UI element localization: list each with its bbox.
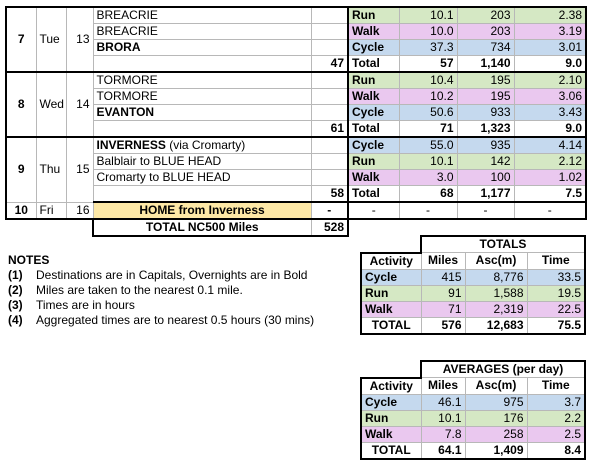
- dash-cell: -: [514, 202, 586, 219]
- miles-value: 71: [421, 301, 465, 317]
- time-value: 3.19: [514, 24, 586, 40]
- nc500-miles: -: [311, 202, 348, 219]
- miles-value: 46.1: [421, 394, 465, 410]
- nc500-miles: [311, 40, 348, 56]
- nc500-miles: [311, 105, 348, 121]
- place-name: Balblair to BLUE HEAD: [96, 154, 222, 168]
- total-label: Total: [348, 56, 399, 73]
- time-value: 3.06: [514, 89, 586, 105]
- note-number: (3): [8, 298, 23, 312]
- spreadsheet: [5, 6, 585, 468]
- total-time: 9.0: [514, 121, 586, 138]
- itinerary-row: [6, 7, 586, 24]
- itinerary-table: [5, 6, 587, 237]
- place-name: BREACRIE: [96, 8, 158, 22]
- ascent-value: 933: [457, 105, 514, 121]
- ascent-value: 142: [457, 154, 514, 170]
- empty-cell: [361, 236, 421, 253]
- column-header: Time: [527, 378, 585, 395]
- nc500-miles: 58: [311, 186, 348, 203]
- miles-value: 10.1: [399, 154, 457, 170]
- ascent-value: 8,776: [465, 269, 527, 285]
- note-row: [5, 313, 360, 328]
- note-number: (2): [8, 283, 23, 297]
- summary-row: [361, 394, 585, 410]
- activity-label: Walk: [361, 301, 421, 317]
- nc500-miles: [311, 137, 348, 154]
- nc500-miles: [311, 154, 348, 170]
- nc500-miles: [311, 24, 348, 40]
- place-name: TORMORE: [96, 73, 158, 87]
- ascent-value: 203: [457, 24, 514, 40]
- summary-row: [361, 301, 585, 317]
- place-cell: [93, 186, 311, 203]
- ascent-value: 195: [457, 72, 514, 89]
- miles-value: 91: [421, 285, 465, 301]
- ascent-value: 100: [457, 170, 514, 186]
- note-number: (1): [8, 268, 23, 282]
- miles-value: 10.2: [399, 89, 457, 105]
- note-text: Aggregated times are to nearest 0.5 hours (30 mins): [36, 313, 315, 327]
- note-row: [5, 268, 360, 283]
- home-row: [6, 202, 586, 219]
- total-ascent: 1,140: [457, 56, 514, 73]
- date: 14: [66, 72, 93, 137]
- activity-label: Walk: [348, 89, 399, 105]
- total-time: 9.0: [514, 56, 586, 73]
- itinerary-row: [6, 170, 586, 186]
- activity-label: Run: [361, 410, 421, 426]
- ascent-value: 1,588: [465, 285, 527, 301]
- averages-title: AVERAGES (per day): [421, 361, 585, 378]
- weekday: Fri: [36, 202, 66, 219]
- weekday: Thu: [36, 137, 66, 202]
- total-nc500-value: 528: [311, 219, 348, 236]
- date: 13: [66, 7, 93, 72]
- place-note: (via Cromarty): [165, 138, 246, 152]
- day-number: 7: [6, 7, 36, 72]
- note-row: [5, 298, 360, 313]
- activity-label: Run: [348, 7, 399, 24]
- miles-value: 7.8: [421, 426, 465, 442]
- miles-value: 10.0: [399, 24, 457, 40]
- place-cell: [93, 121, 311, 138]
- total-miles: 71: [399, 121, 457, 138]
- miles-value: 10.4: [399, 72, 457, 89]
- column-header: Miles: [421, 253, 465, 270]
- nc500-miles: [311, 170, 348, 186]
- averages-table: [360, 360, 586, 460]
- ascent-value: 734: [457, 40, 514, 56]
- day-number: 10: [6, 202, 36, 219]
- miles-value: 50.6: [399, 105, 457, 121]
- total-label: TOTAL: [361, 317, 421, 334]
- time-value: 2.38: [514, 7, 586, 24]
- activity-label: Run: [348, 154, 399, 170]
- ascent-value: 195: [457, 89, 514, 105]
- note-row: [5, 283, 360, 298]
- weekday: Tue: [36, 7, 66, 72]
- time-value: 2.10: [514, 72, 586, 89]
- column-header: Activity: [361, 253, 421, 270]
- place-name: BRORA: [96, 40, 141, 54]
- activity-label: Walk: [348, 170, 399, 186]
- ascent-value: 176: [465, 410, 527, 426]
- miles-value: 3.0: [399, 170, 457, 186]
- place-cell: [93, 105, 311, 121]
- activity-label: Walk: [361, 426, 421, 442]
- summary-total-row: [361, 442, 585, 459]
- place-name: TORMORE: [96, 89, 158, 103]
- activity-label: Cycle: [361, 394, 421, 410]
- activity-label: Run: [348, 72, 399, 89]
- time-value: 22.5: [527, 301, 585, 317]
- place-cell: [93, 137, 311, 154]
- summary-row: [361, 269, 585, 285]
- itinerary-row: [6, 24, 586, 40]
- place-cell: [93, 89, 311, 105]
- place-cell: [93, 56, 311, 73]
- place-cell: [93, 7, 311, 24]
- total-ascent: 1,177: [457, 186, 514, 203]
- note-number: (4): [8, 313, 23, 327]
- note-text: Destinations are in Capitals, Overnights are in Bold: [36, 268, 308, 282]
- total-label: Total: [348, 121, 399, 138]
- itinerary-row: [6, 56, 586, 73]
- column-header: Asc(m): [465, 253, 527, 270]
- total-label: Total: [348, 186, 399, 203]
- time-value: 3.01: [514, 40, 586, 56]
- column-header: Miles: [421, 378, 465, 395]
- total-miles: 576: [421, 317, 465, 334]
- column-header: Activity: [361, 378, 421, 395]
- note-text: Miles are taken to the nearest 0.1 mile.: [36, 283, 243, 297]
- itinerary-row: [6, 186, 586, 203]
- place-cell: [93, 154, 311, 170]
- time-value: 3.7: [527, 394, 585, 410]
- ascent-value: 935: [457, 137, 514, 154]
- itinerary-row: [6, 72, 586, 89]
- dash-cell: -: [457, 202, 514, 219]
- total-ascent: 1,323: [457, 121, 514, 138]
- day-number: 9: [6, 137, 36, 202]
- date: 16: [66, 202, 93, 219]
- weekday: Wed: [36, 72, 66, 137]
- activity-label: Cycle: [348, 105, 399, 121]
- miles-value: 415: [421, 269, 465, 285]
- note-text: Times are in hours: [36, 298, 135, 312]
- activity-label: Cycle: [348, 40, 399, 56]
- total-miles: 57: [399, 56, 457, 73]
- place-name: Cromarty to BLUE HEAD: [96, 170, 231, 184]
- total-time: 8.4: [527, 442, 585, 459]
- nc500-miles: [311, 89, 348, 105]
- home-label: HOME from Inverness: [93, 202, 311, 219]
- total-label: TOTAL: [361, 442, 421, 459]
- miles-value: 10.1: [399, 7, 457, 24]
- column-header: Time: [527, 253, 585, 270]
- total-time: 75.5: [527, 317, 585, 334]
- empty-cell: [6, 219, 93, 236]
- time-value: 4.14: [514, 137, 586, 154]
- total-nc500-row: [6, 219, 586, 236]
- total-miles: 64.1: [421, 442, 465, 459]
- time-value: 2.2: [527, 410, 585, 426]
- ascent-value: 975: [465, 394, 527, 410]
- dash-cell: -: [399, 202, 457, 219]
- ascent-value: 2,319: [465, 301, 527, 317]
- date: 15: [66, 137, 93, 202]
- place-cell: [93, 170, 311, 186]
- day-number: 8: [6, 72, 36, 137]
- total-ascent: 12,683: [465, 317, 527, 334]
- activity-label: Cycle: [361, 269, 421, 285]
- itinerary-row: [6, 121, 586, 138]
- summary-row: [361, 285, 585, 301]
- ascent-value: 258: [465, 426, 527, 442]
- nc500-miles: [311, 7, 348, 24]
- time-value: 1.02: [514, 170, 586, 186]
- miles-value: 55.0: [399, 137, 457, 154]
- time-value: 33.5: [527, 269, 585, 285]
- summary-total-row: [361, 317, 585, 334]
- place-cell: [93, 40, 311, 56]
- notes-section: [5, 253, 360, 328]
- time-value: 19.5: [527, 285, 585, 301]
- miles-value: 37.3: [399, 40, 457, 56]
- activity-label: Walk: [348, 24, 399, 40]
- nc500-miles: [311, 72, 348, 89]
- time-value: 2.12: [514, 154, 586, 170]
- total-time: 7.5: [514, 186, 586, 203]
- itinerary-row: [6, 40, 586, 56]
- ascent-value: 203: [457, 7, 514, 24]
- empty-cell: [361, 361, 421, 378]
- itinerary-row: [6, 154, 586, 170]
- total-miles: 68: [399, 186, 457, 203]
- itinerary-row: [6, 105, 586, 121]
- itinerary-row: [6, 137, 586, 154]
- column-header: Asc(m): [465, 378, 527, 395]
- activity-label: Cycle: [348, 137, 399, 154]
- nc500-miles: 61: [311, 121, 348, 138]
- summary-row: [361, 410, 585, 426]
- place-cell: [93, 24, 311, 40]
- time-value: 2.5: [527, 426, 585, 442]
- place-name: BREACRIE: [96, 24, 158, 38]
- notes-title: NOTES: [8, 253, 50, 267]
- itinerary-row: [6, 89, 586, 105]
- place-name: EVANTON: [96, 105, 155, 119]
- total-nc500-label: TOTAL NC500 Miles: [93, 219, 311, 236]
- activity-label: Run: [361, 285, 421, 301]
- totals-title: TOTALS: [421, 236, 585, 253]
- nc500-miles: 47: [311, 56, 348, 73]
- time-value: 3.43: [514, 105, 586, 121]
- totals-table: [360, 235, 586, 335]
- place-name: INVERNESS: [96, 138, 166, 152]
- summary-row: [361, 426, 585, 442]
- dash-cell: -: [348, 202, 399, 219]
- total-ascent: 1,409: [465, 442, 527, 459]
- miles-value: 10.1: [421, 410, 465, 426]
- place-cell: [93, 72, 311, 89]
- empty-cell: [348, 219, 586, 236]
